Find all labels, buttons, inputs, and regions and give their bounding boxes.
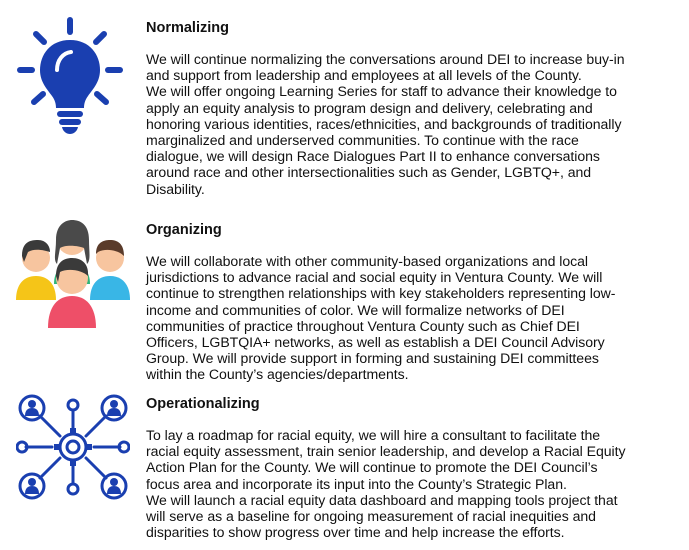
- text-line: communities of practice throughout Ventura County such as Chief DEI: [146, 317, 580, 334]
- text-line: We will launch a racial equity data dashboard and mapping tools project that: [146, 491, 618, 508]
- section-paragraph: [146, 253, 676, 383]
- text-line: racial equity assessment, train senior leadership, and develop a Racial Equity: [146, 443, 626, 460]
- text-line: We will continue normalizing the conversations around DEI to increase buy-in: [146, 51, 625, 67]
- text-line: and support from leadership and employees at all levels of the County.: [146, 67, 582, 84]
- text-line: apply an equity analysis to program design and delivery, celebrating and: [146, 99, 593, 116]
- text-line: Disability.: [146, 180, 205, 197]
- text-line: within the County’s agencies/departments.: [146, 366, 409, 383]
- text-line: honoring various identities, races/ethnicities, and backgrounds of traditionally: [146, 115, 622, 132]
- section-heading: Organizing: [146, 222, 222, 238]
- text-line: continue to strengthen relationships with key stakeholders representing low-: [146, 285, 616, 302]
- text-line: dialogue, we will design Race Dialogues Part II to enhance conversations: [146, 148, 600, 165]
- text-line: income and communities of color. We will formalize networks of DEI: [146, 301, 565, 318]
- section-heading: Normalizing: [146, 20, 229, 36]
- lightbulb-icon: [10, 14, 130, 141]
- text-line: To lay a roadmap for racial equity, we will hire a consultant to facilitate the: [146, 427, 601, 443]
- text-line: jurisdictions to advance racial and social equity in Ventura County. We will: [146, 269, 603, 286]
- section-paragraph: [146, 427, 676, 540]
- section-heading: Operationalizing: [146, 396, 260, 412]
- section-paragraph: [146, 51, 676, 197]
- text-line: around race and other intersectionalities such as Gender, LGBTQ+, and: [146, 164, 592, 181]
- text-line: We will collaborate with other community-based organizations and local: [146, 253, 588, 269]
- text-line: marginalized and underserved communities. To continue with the race: [146, 132, 579, 149]
- network-gear-icon: [16, 392, 130, 507]
- text-line: Action Plan for the County. We will continue to promote the DEI Council’s: [146, 459, 598, 476]
- text-line: will serve as a baseline for ongoing measurement of racial inequities and: [146, 508, 596, 525]
- text-line: We will offer ongoing Learning Series for staff to advance their knowledge to: [146, 83, 617, 100]
- text-line: Group. We will provide support in forming and sustaining DEI committees: [146, 350, 599, 367]
- text-line: disparities to show progress over time and help increase the efforts.: [146, 524, 565, 541]
- text-line: Officers, LGBTQIA+ networks, as well as establish a DEI Council Advisory: [146, 334, 605, 351]
- people-group-icon: [14, 218, 130, 335]
- text-line: focus area and incorporate its input into the County’s Strategic Plan.: [146, 475, 567, 492]
